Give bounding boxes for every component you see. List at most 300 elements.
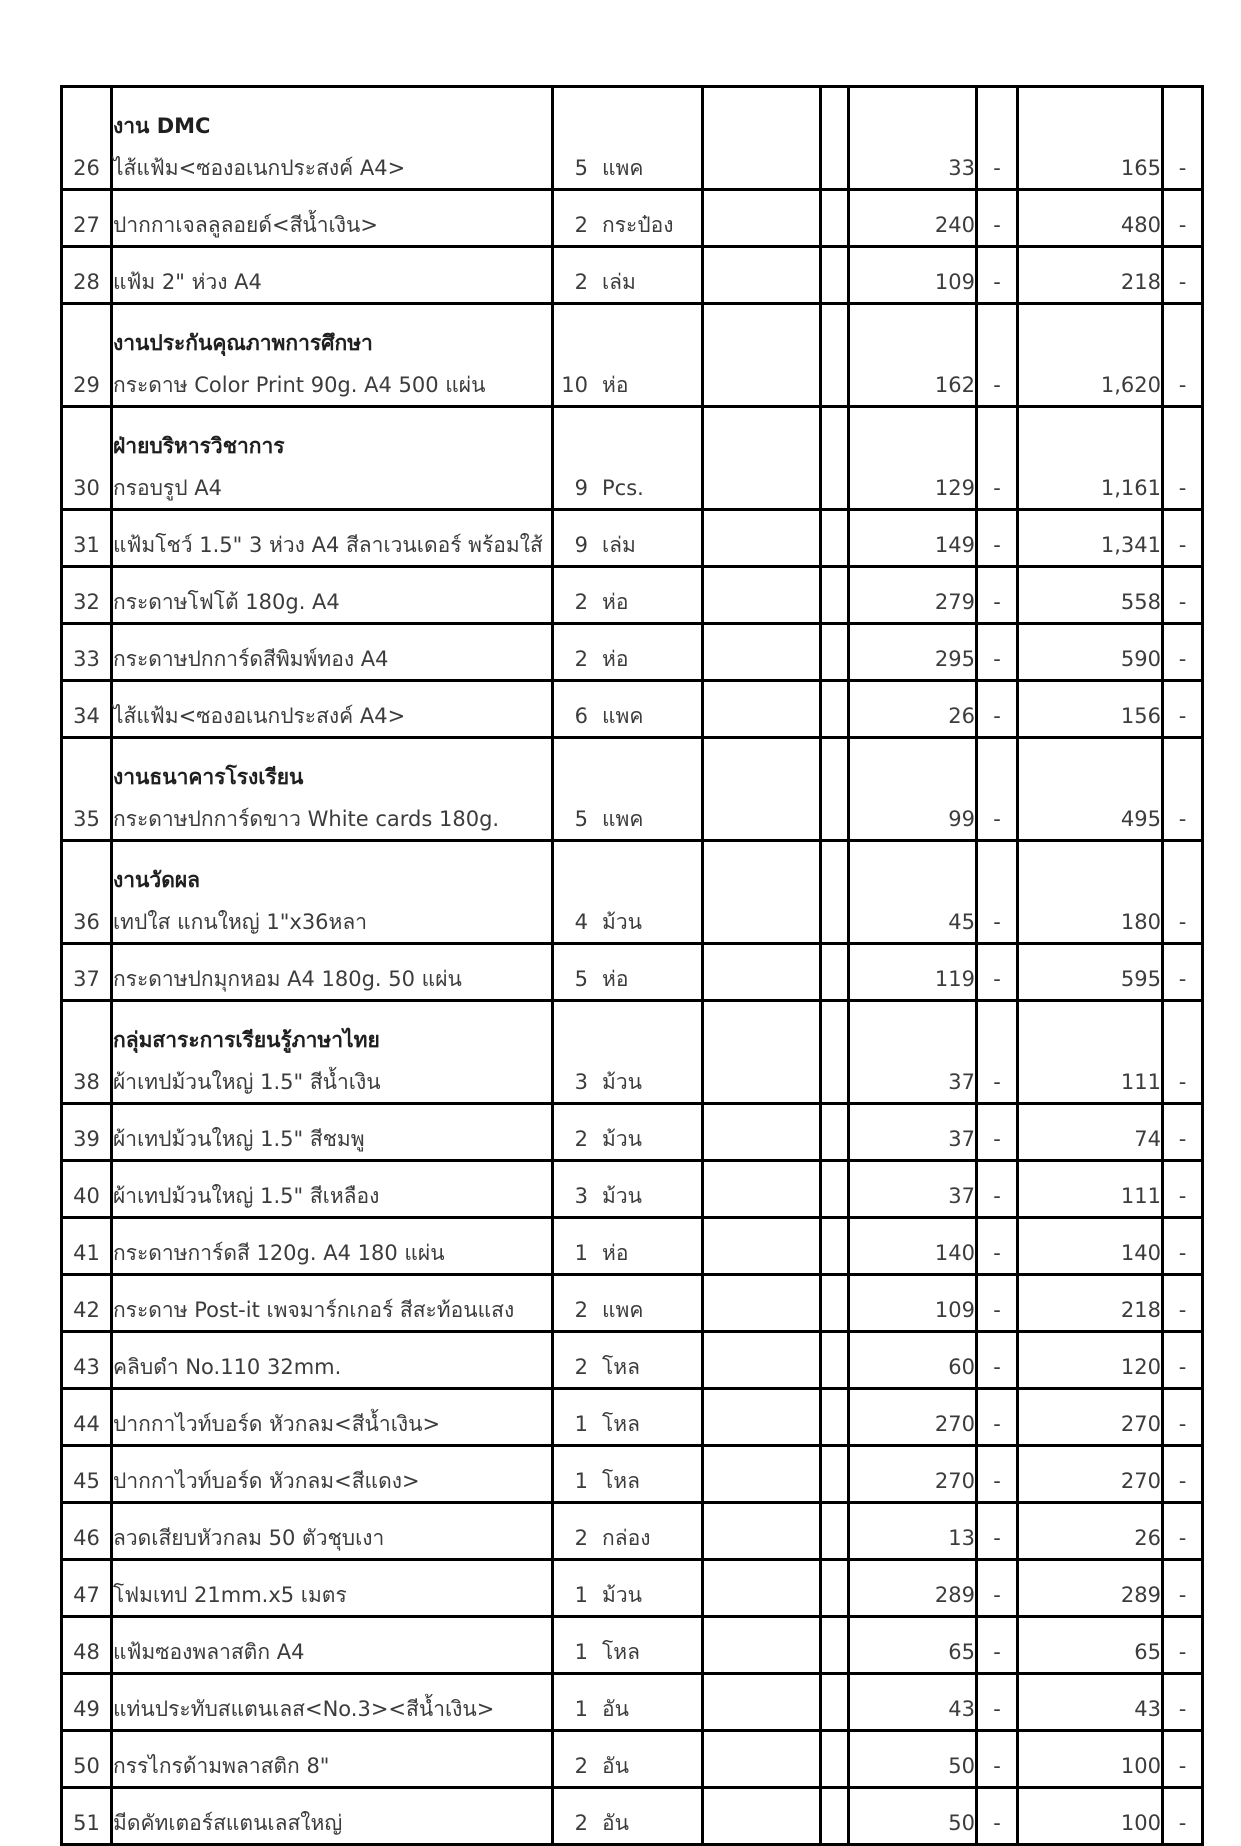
table-row — [62, 841, 1203, 944]
item-name: แฟ้ม 2" ห่วง A4 — [113, 269, 262, 294]
quantity-value: 2 — [574, 1297, 588, 1322]
row-number-cell: 27 — [62, 190, 112, 247]
unit-price-cell: 109 — [849, 1275, 977, 1332]
unit-label: แพค — [602, 1297, 644, 1322]
total-amount-cell: 43 — [1018, 1674, 1163, 1731]
blank-cell-narrow — [821, 1446, 849, 1503]
row-number-cell: 37 — [62, 944, 112, 1001]
table-row — [62, 1503, 1203, 1560]
unit-label: เล่ม — [602, 532, 636, 557]
unit-price-cell: 50 — [849, 1731, 977, 1788]
blank-cell-narrow — [821, 1104, 849, 1161]
item-name: โฟมเทป 21mm.x5 เมตร — [113, 1582, 347, 1607]
total-amount-cell: 100 — [1018, 1788, 1163, 1845]
blank-cell — [703, 1617, 821, 1674]
total-satang-dash: - — [1163, 1503, 1203, 1560]
quantity-value: 3 — [574, 1183, 588, 1208]
item-description-cell — [112, 1446, 553, 1503]
quantity-unit-cell — [553, 1332, 703, 1389]
table-row — [62, 1617, 1203, 1674]
item-name: คลิบดำ No.110 32mm. — [113, 1354, 342, 1379]
item-description-cell — [112, 738, 553, 841]
total-satang-dash: - — [1163, 841, 1203, 944]
table-row — [62, 1389, 1203, 1446]
item-name: ไส้แฟ้ม<ซองอเนกประสงค์ A4> — [113, 703, 406, 728]
item-description-cell — [112, 1332, 553, 1389]
row-number-cell: 44 — [62, 1389, 112, 1446]
blank-cell — [703, 624, 821, 681]
blank-cell-narrow — [821, 841, 849, 944]
total-amount-cell: 1,161 — [1018, 407, 1163, 510]
blank-cell-narrow — [821, 1001, 849, 1104]
table-row — [62, 1674, 1203, 1731]
quantity-value: 2 — [574, 1126, 588, 1151]
quantity-unit-cell — [553, 1617, 703, 1674]
blank-cell — [703, 1218, 821, 1275]
blank-cell — [703, 1001, 821, 1104]
total-satang-dash: - — [1163, 87, 1203, 190]
quantity-value: 2 — [574, 212, 588, 237]
quantity-unit-cell — [553, 87, 703, 190]
unit-label: โหล — [602, 1639, 640, 1664]
unit-price-cell: 65 — [849, 1617, 977, 1674]
blank-cell — [703, 1161, 821, 1218]
blank-cell-narrow — [821, 1503, 849, 1560]
unit-price-satang-dash: - — [977, 1001, 1018, 1104]
quantity-value: 5 — [574, 966, 588, 991]
unit-price-cell: 279 — [849, 567, 977, 624]
item-name: ปากกาไวท์บอร์ด หัวกลม<สีน้ำเงิน> — [113, 1411, 441, 1436]
quantity-value: 10 — [561, 372, 588, 397]
unit-price-satang-dash: - — [977, 190, 1018, 247]
blank-cell-narrow — [821, 247, 849, 304]
table-row — [62, 1446, 1203, 1503]
row-number-cell: 28 — [62, 247, 112, 304]
unit-price-cell: 270 — [849, 1446, 977, 1503]
unit-price-cell: 162 — [849, 304, 977, 407]
unit-label: โหล — [602, 1468, 640, 1493]
item-description-cell — [112, 1275, 553, 1332]
blank-cell-narrow — [821, 1731, 849, 1788]
total-amount-cell: 165 — [1018, 87, 1163, 190]
item-name: ลวดเสียบหัวกลม 50 ตัวชุบเงา — [113, 1525, 385, 1550]
unit-label: อัน — [602, 1696, 629, 1721]
quantity-value: 5 — [574, 806, 588, 831]
blank-cell-narrow — [821, 567, 849, 624]
unit-price-cell: 289 — [849, 1560, 977, 1617]
blank-cell-narrow — [821, 624, 849, 681]
unit-price-satang-dash: - — [977, 407, 1018, 510]
quantity-unit-cell — [553, 304, 703, 407]
item-description-cell — [112, 1560, 553, 1617]
row-number-cell: 35 — [62, 738, 112, 841]
table-row — [62, 87, 1203, 190]
item-description-cell — [112, 304, 553, 407]
blank-cell — [703, 1332, 821, 1389]
table-row — [62, 567, 1203, 624]
total-satang-dash: - — [1163, 1161, 1203, 1218]
total-amount-cell: 218 — [1018, 1275, 1163, 1332]
blank-cell-narrow — [821, 1389, 849, 1446]
unit-label: กล่อง — [602, 1525, 651, 1550]
quantity-value: 2 — [574, 1525, 588, 1550]
section-header: งานประกันคุณภาพการศึกษา — [113, 330, 373, 355]
unit-price-satang-dash: - — [977, 681, 1018, 738]
blank-cell-narrow — [821, 407, 849, 510]
unit-label: ห่อ — [602, 966, 629, 991]
item-description-cell — [112, 1674, 553, 1731]
total-amount-cell: 270 — [1018, 1389, 1163, 1446]
total-satang-dash: - — [1163, 190, 1203, 247]
unit-label: แพค — [602, 703, 644, 728]
unit-price-satang-dash: - — [977, 1788, 1018, 1845]
row-number-cell: 36 — [62, 841, 112, 944]
unit-label: ม้วน — [602, 1582, 642, 1607]
total-satang-dash: - — [1163, 681, 1203, 738]
row-number-cell: 46 — [62, 1503, 112, 1560]
total-satang-dash: - — [1163, 1332, 1203, 1389]
row-number-cell: 42 — [62, 1275, 112, 1332]
total-satang-dash: - — [1163, 1617, 1203, 1674]
blank-cell — [703, 247, 821, 304]
item-description-cell — [112, 407, 553, 510]
quantity-value: 2 — [574, 1753, 588, 1778]
row-number-cell: 41 — [62, 1218, 112, 1275]
item-name: กระดาษการ์ดสี 120g. A4 180 แผ่น — [113, 1240, 445, 1265]
unit-label: เล่ม — [602, 269, 636, 294]
quantity-value: 1 — [574, 1468, 588, 1493]
unit-label: แพค — [602, 806, 644, 831]
unit-price-satang-dash: - — [977, 1446, 1018, 1503]
unit-price-cell: 295 — [849, 624, 977, 681]
item-name: กระดาษปกมุกหอม A4 180g. 50 แผ่น — [113, 966, 462, 991]
total-satang-dash: - — [1163, 1218, 1203, 1275]
table-row — [62, 1788, 1203, 1845]
unit-price-cell: 60 — [849, 1332, 977, 1389]
total-satang-dash: - — [1163, 1560, 1203, 1617]
blank-cell-narrow — [821, 1788, 849, 1845]
unit-price-satang-dash: - — [977, 1731, 1018, 1788]
quantity-unit-cell — [553, 510, 703, 567]
table-row — [62, 1001, 1203, 1104]
total-amount-cell: 495 — [1018, 738, 1163, 841]
table-row — [62, 624, 1203, 681]
item-description-cell — [112, 247, 553, 304]
table-row — [62, 738, 1203, 841]
total-satang-dash: - — [1163, 1275, 1203, 1332]
quantity-value: 1 — [574, 1639, 588, 1664]
total-amount-cell: 111 — [1018, 1001, 1163, 1104]
unit-price-satang-dash: - — [977, 87, 1018, 190]
total-amount-cell: 120 — [1018, 1332, 1163, 1389]
row-number-cell: 38 — [62, 1001, 112, 1104]
total-amount-cell: 270 — [1018, 1446, 1163, 1503]
unit-label: โหล — [602, 1354, 640, 1379]
quantity-unit-cell — [553, 624, 703, 681]
quantity-value: 3 — [574, 1069, 588, 1094]
unit-price-cell: 37 — [849, 1001, 977, 1104]
quantity-unit-cell — [553, 1731, 703, 1788]
unit-price-cell: 13 — [849, 1503, 977, 1560]
unit-price-satang-dash: - — [977, 1275, 1018, 1332]
table-row — [62, 247, 1203, 304]
item-name: ผ้าเทปม้วนใหญ่ 1.5" สีเหลือง — [113, 1183, 380, 1208]
quantity-unit-cell — [553, 1389, 703, 1446]
quantity-value: 9 — [574, 532, 588, 557]
total-amount-cell: 65 — [1018, 1617, 1163, 1674]
unit-price-satang-dash: - — [977, 247, 1018, 304]
quantity-unit-cell — [553, 1001, 703, 1104]
item-name: กระดาษปกการ์ดขาว White cards 180g. — [113, 806, 500, 831]
row-number-cell: 30 — [62, 407, 112, 510]
section-header: งานธนาคารโรงเรียน — [113, 764, 304, 789]
blank-cell — [703, 1560, 821, 1617]
unit-label: ม้วน — [602, 1069, 642, 1094]
total-satang-dash: - — [1163, 1788, 1203, 1845]
item-description-cell — [112, 624, 553, 681]
blank-cell — [703, 407, 821, 510]
total-satang-dash: - — [1163, 247, 1203, 304]
total-amount-cell: 1,341 — [1018, 510, 1163, 567]
blank-cell — [703, 1731, 821, 1788]
item-description-cell — [112, 87, 553, 190]
quantity-unit-cell — [553, 567, 703, 624]
item-name: แฟ้มโชว์ 1.5" 3 ห่วง A4 สีลาเวนเดอร์ พร้อมใส้ — [113, 532, 543, 557]
quantity-unit-cell — [553, 681, 703, 738]
blank-cell — [703, 304, 821, 407]
unit-price-cell: 240 — [849, 190, 977, 247]
quantity-unit-cell — [553, 1446, 703, 1503]
total-satang-dash: - — [1163, 1001, 1203, 1104]
item-name: ไส้แฟ้ม<ซองอเนกประสงค์ A4> — [113, 155, 406, 180]
blank-cell-narrow — [821, 87, 849, 190]
total-satang-dash: - — [1163, 624, 1203, 681]
quantity-unit-cell — [553, 407, 703, 510]
quantity-value: 2 — [574, 646, 588, 671]
blank-cell — [703, 681, 821, 738]
unit-price-cell: 37 — [849, 1161, 977, 1218]
table-row — [62, 681, 1203, 738]
quantity-unit-cell — [553, 841, 703, 944]
total-satang-dash: - — [1163, 1446, 1203, 1503]
table-row — [62, 1161, 1203, 1218]
quantity-unit-cell — [553, 1161, 703, 1218]
unit-price-cell: 140 — [849, 1218, 977, 1275]
blank-cell-narrow — [821, 1560, 849, 1617]
total-amount-cell: 74 — [1018, 1104, 1163, 1161]
unit-price-satang-dash: - — [977, 1503, 1018, 1560]
row-number-cell: 34 — [62, 681, 112, 738]
total-amount-cell: 111 — [1018, 1161, 1163, 1218]
total-amount-cell: 180 — [1018, 841, 1163, 944]
unit-price-cell: 26 — [849, 681, 977, 738]
unit-price-satang-dash: - — [977, 510, 1018, 567]
unit-label: ห่อ — [602, 372, 629, 397]
unit-label: ม้วน — [602, 1183, 642, 1208]
unit-price-cell: 149 — [849, 510, 977, 567]
unit-label: ม้วน — [602, 909, 642, 934]
unit-price-cell: 37 — [849, 1104, 977, 1161]
item-name: กรอบรูป A4 — [113, 475, 222, 500]
total-amount-cell: 590 — [1018, 624, 1163, 681]
quantity-value: 6 — [574, 703, 588, 728]
quantity-value: 5 — [574, 155, 588, 180]
row-number-cell: 43 — [62, 1332, 112, 1389]
blank-cell-narrow — [821, 190, 849, 247]
unit-price-satang-dash: - — [977, 624, 1018, 681]
section-header: งาน DMC — [113, 113, 211, 138]
total-amount-cell: 595 — [1018, 944, 1163, 1001]
blank-cell — [703, 510, 821, 567]
blank-cell-narrow — [821, 1275, 849, 1332]
total-amount-cell: 100 — [1018, 1731, 1163, 1788]
blank-cell — [703, 1446, 821, 1503]
purchase-table — [60, 85, 1204, 1846]
blank-cell-narrow — [821, 510, 849, 567]
blank-cell — [703, 567, 821, 624]
table-row — [62, 407, 1203, 510]
item-description-cell — [112, 681, 553, 738]
blank-cell-narrow — [821, 304, 849, 407]
table-row — [62, 190, 1203, 247]
blank-cell-narrow — [821, 1674, 849, 1731]
item-name: กระดาษปกการ์ดสีพิมพ์ทอง A4 — [113, 646, 389, 671]
item-description-cell — [112, 1731, 553, 1788]
item-description-cell — [112, 567, 553, 624]
total-satang-dash: - — [1163, 1389, 1203, 1446]
unit-price-cell: 99 — [849, 738, 977, 841]
row-number-cell: 51 — [62, 1788, 112, 1845]
item-description-cell — [112, 1389, 553, 1446]
quantity-value: 9 — [574, 475, 588, 500]
unit-price-satang-dash: - — [977, 1218, 1018, 1275]
total-satang-dash: - — [1163, 407, 1203, 510]
item-name: แท่นประทับสแตนเลส<No.3><สีน้ำเงิน> — [113, 1696, 495, 1721]
table-row — [62, 1560, 1203, 1617]
unit-price-cell: 129 — [849, 407, 977, 510]
unit-price-satang-dash: - — [977, 944, 1018, 1001]
table-row — [62, 1731, 1203, 1788]
total-satang-dash: - — [1163, 1104, 1203, 1161]
table-row — [62, 944, 1203, 1001]
quantity-unit-cell — [553, 1560, 703, 1617]
blank-cell-narrow — [821, 1332, 849, 1389]
table-row — [62, 1218, 1203, 1275]
table-row — [62, 510, 1203, 567]
quantity-value: 2 — [574, 1354, 588, 1379]
purchase-table-body — [62, 87, 1203, 1845]
blank-cell-narrow — [821, 738, 849, 841]
quantity-value: 2 — [574, 589, 588, 614]
unit-price-satang-dash: - — [977, 841, 1018, 944]
blank-cell-narrow — [821, 1218, 849, 1275]
row-number-cell: 26 — [62, 87, 112, 190]
item-name: ผ้าเทปม้วนใหญ่ 1.5" สีชมพู — [113, 1126, 365, 1151]
total-satang-dash: - — [1163, 1674, 1203, 1731]
item-description-cell — [112, 1503, 553, 1560]
table-row — [62, 1275, 1203, 1332]
unit-price-satang-dash: - — [977, 1104, 1018, 1161]
row-number-cell: 29 — [62, 304, 112, 407]
row-number-cell: 48 — [62, 1617, 112, 1674]
unit-price-satang-dash: - — [977, 1617, 1018, 1674]
unit-price-satang-dash: - — [977, 1332, 1018, 1389]
item-name: มีดคัทเตอร์สแตนเลสใหญ่ — [113, 1810, 343, 1835]
total-amount-cell: 289 — [1018, 1560, 1163, 1617]
unit-price-satang-dash: - — [977, 738, 1018, 841]
unit-label: อัน — [602, 1810, 629, 1835]
item-description-cell — [112, 944, 553, 1001]
item-description-cell — [112, 1617, 553, 1674]
quantity-value: 1 — [574, 1411, 588, 1436]
unit-price-satang-dash: - — [977, 1674, 1018, 1731]
item-name: กระดาษโฟโต้ 180g. A4 — [113, 589, 340, 614]
total-amount-cell: 26 — [1018, 1503, 1163, 1560]
blank-cell — [703, 190, 821, 247]
item-description-cell — [112, 510, 553, 567]
item-description-cell — [112, 1161, 553, 1218]
unit-label: ม้วน — [602, 1126, 642, 1151]
quantity-value: 1 — [574, 1696, 588, 1721]
table-row — [62, 304, 1203, 407]
blank-cell — [703, 841, 821, 944]
quantity-value: 4 — [574, 909, 588, 934]
blank-cell — [703, 944, 821, 1001]
unit-label: โหล — [602, 1411, 640, 1436]
item-description-cell — [112, 1001, 553, 1104]
blank-cell — [703, 738, 821, 841]
item-name: ผ้าเทปม้วนใหญ่ 1.5" สีน้ำเงิน — [113, 1069, 381, 1094]
quantity-unit-cell — [553, 1275, 703, 1332]
quantity-value: 2 — [574, 269, 588, 294]
unit-label: แพค — [602, 155, 644, 180]
item-name: ปากกาเจลลูลอยด์<สีน้ำเงิน> — [113, 212, 378, 237]
unit-price-cell: 33 — [849, 87, 977, 190]
quantity-value: 1 — [574, 1582, 588, 1607]
unit-label: Pcs. — [602, 475, 644, 500]
unit-price-satang-dash: - — [977, 304, 1018, 407]
unit-price-cell: 270 — [849, 1389, 977, 1446]
unit-label: กระป๋อง — [602, 212, 674, 237]
quantity-unit-cell — [553, 190, 703, 247]
unit-label: ห่อ — [602, 589, 629, 614]
item-description-cell — [112, 1788, 553, 1845]
unit-price-cell: 43 — [849, 1674, 977, 1731]
row-number-cell: 31 — [62, 510, 112, 567]
blank-cell — [703, 87, 821, 190]
blank-cell — [703, 1503, 821, 1560]
unit-price-cell: 119 — [849, 944, 977, 1001]
quantity-unit-cell — [553, 944, 703, 1001]
total-amount-cell: 480 — [1018, 190, 1163, 247]
quantity-unit-cell — [553, 738, 703, 841]
blank-cell — [703, 1674, 821, 1731]
quantity-unit-cell — [553, 1503, 703, 1560]
item-name: แฟ้มซองพลาสติก A4 — [113, 1639, 305, 1664]
item-name: กระดาษ Post-it เพจมาร์กเกอร์ สีสะท้อนแสง — [113, 1297, 515, 1322]
quantity-unit-cell — [553, 1218, 703, 1275]
total-satang-dash: - — [1163, 304, 1203, 407]
row-number-cell: 50 — [62, 1731, 112, 1788]
item-description-cell — [112, 190, 553, 247]
unit-price-satang-dash: - — [977, 567, 1018, 624]
blank-cell — [703, 1788, 821, 1845]
table-row — [62, 1104, 1203, 1161]
row-number-cell: 47 — [62, 1560, 112, 1617]
blank-cell — [703, 1389, 821, 1446]
unit-price-cell: 109 — [849, 247, 977, 304]
item-name: กระดาษ Color Print 90g. A4 500 แผ่น — [113, 372, 486, 397]
